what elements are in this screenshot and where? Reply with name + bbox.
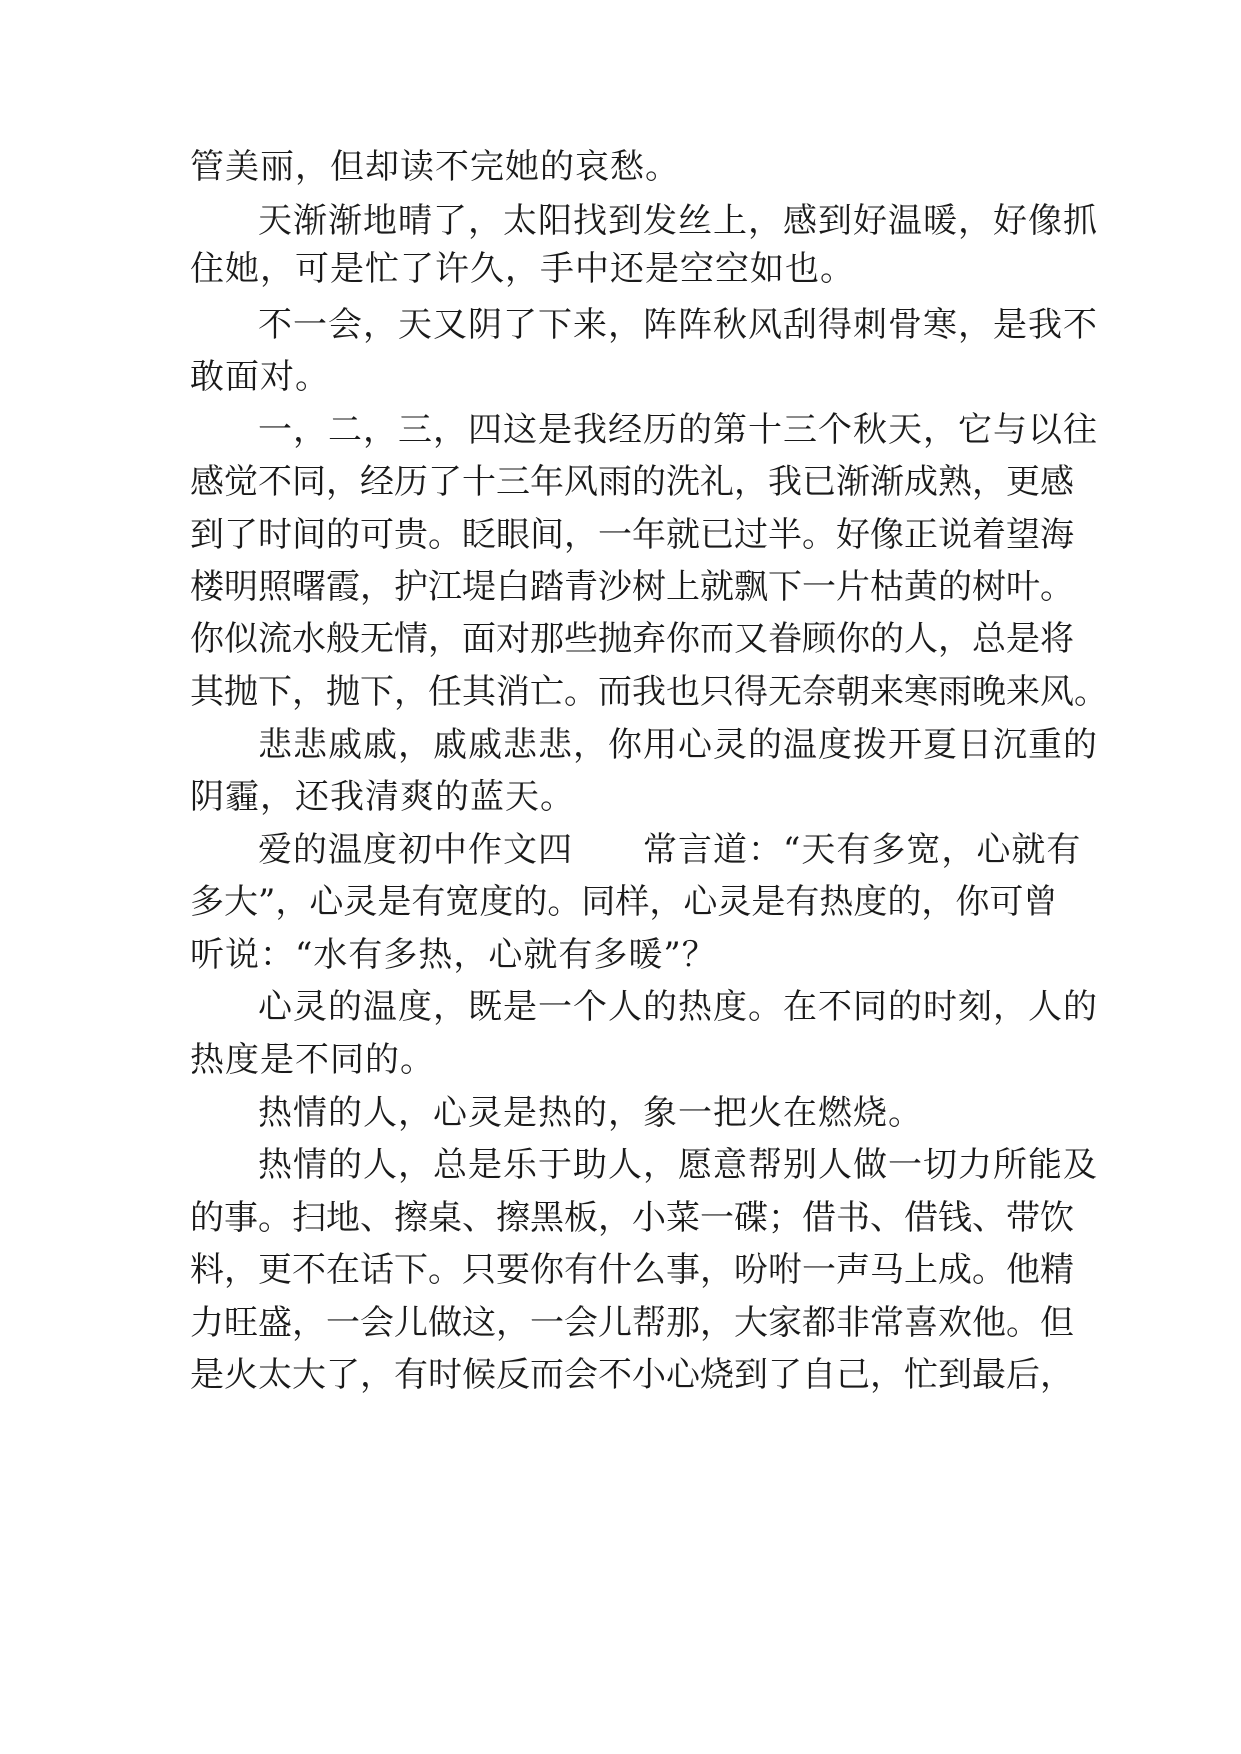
paragraph-first-line: 爱的温度初中作文四 常言道：“天有多宽，心就有 xyxy=(258,830,1082,870)
text-line: 是火太大了，有时候反而会不小心烧到了自己，忙到最后， xyxy=(190,1355,1074,1395)
text-line: 到了时间的可贵。眨眼间，一年就已过半。好像正说着望海 xyxy=(190,515,1074,555)
text-line: 管美丽，但却读不完她的哀愁。 xyxy=(190,147,680,187)
paragraph-first-line: 心灵的温度，既是一个人的热度。在不同的时刻，人的 xyxy=(258,987,1098,1027)
text-line: 料，更不在话下。只要你有什么事，吩咐一声马上成。他精 xyxy=(190,1250,1074,1290)
paragraph-first-line: 天渐渐地晴了，太阳找到发丝上，感到好温暖，好像抓 xyxy=(258,201,1098,241)
text-line: 感觉不同，经历了十三年风雨的洗礼，我已渐渐成熟，更感 xyxy=(190,462,1074,502)
text-line: 听说：“水有多热，心就有多暖”？ xyxy=(190,935,717,975)
text-line: 力旺盛，一会儿做这，一会儿帮那，大家都非常喜欢他。但 xyxy=(190,1303,1074,1343)
text-line: 其抛下，抛下，任其消亡。而我也只得无奈朝来寒雨晚来风。 xyxy=(190,672,1108,712)
text-line: 你似流水般无情，面对那些抛弃你而又眷顾你的人，总是将 xyxy=(190,619,1074,659)
paragraph-first-line: 一，二，三，四这是我经历的第十三个秋天，它与以往 xyxy=(258,410,1098,450)
paragraph-first-line: 不一会，天又阴了下来，阵阵秋风刮得刺骨寒，是我不 xyxy=(258,305,1098,345)
paragraph-first-line: 热情的人，总是乐于助人，愿意帮别人做一切力所能及 xyxy=(258,1145,1098,1185)
text-line: 住她，可是忙了许久，手中还是空空如也。 xyxy=(190,249,855,289)
text-line: 敢面对。 xyxy=(190,357,330,397)
text-line: 多大”，心灵是有宽度的。同样，心灵是有热度的，你可曾 xyxy=(190,882,1058,922)
paragraph-first-line: 悲悲戚戚，戚戚悲悲，你用心灵的温度拨开夏日沉重的 xyxy=(258,725,1098,765)
text-line: 阴霾，还我清爽的蓝天。 xyxy=(190,777,575,817)
text-line: 热度是不同的。 xyxy=(190,1040,435,1080)
text-line: 楼明照曙霞，护江堤白踏青沙树上就飘下一片枯黄的树叶。 xyxy=(190,567,1074,607)
paragraph-first-line: 热情的人，心灵是热的，象一把火在燃烧。 xyxy=(258,1093,923,1133)
text-line: 的事。扫地、擦桌、擦黑板，小菜一碟；借书、借钱、带饮 xyxy=(190,1198,1074,1238)
